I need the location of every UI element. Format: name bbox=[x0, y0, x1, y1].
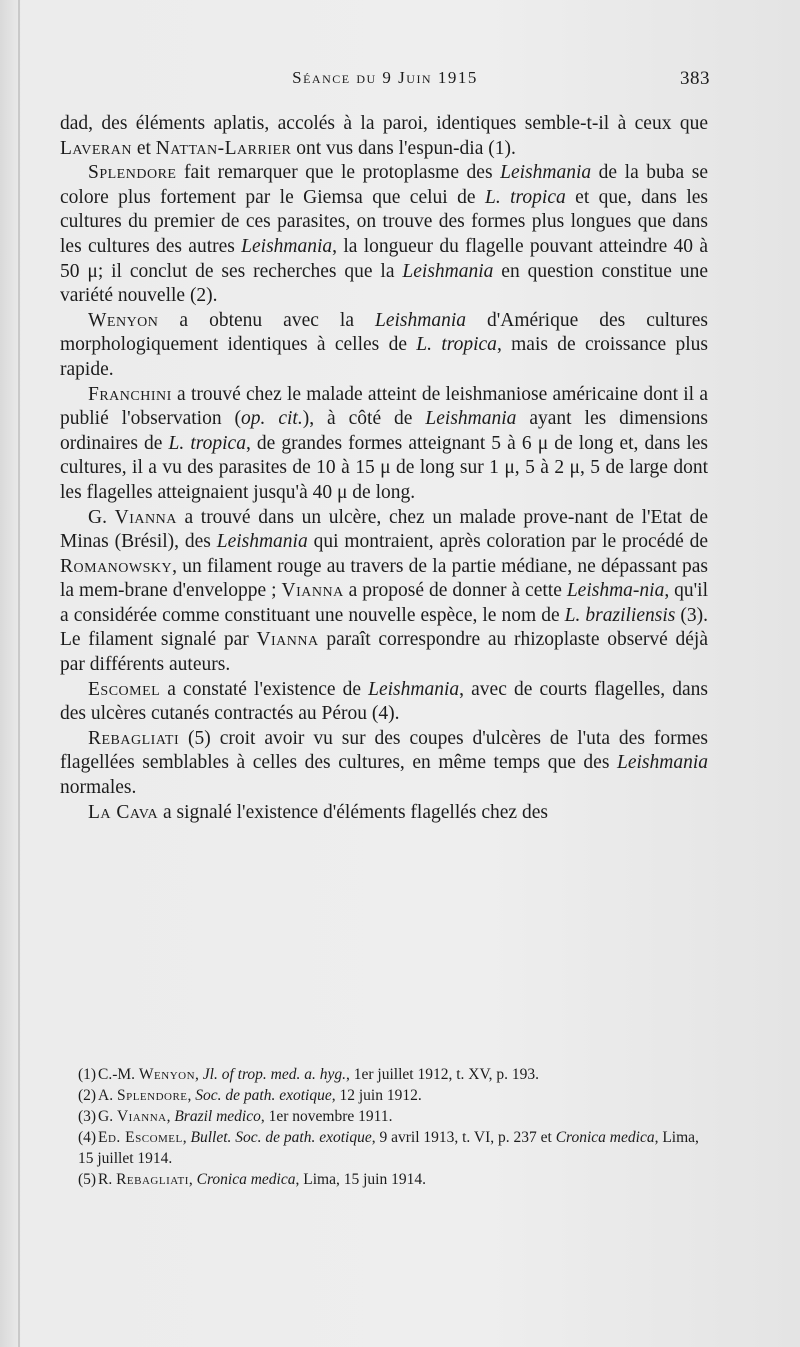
author-name: Escomel bbox=[88, 678, 161, 700]
text-run: a trouvé chez le malade atteint de leishmaniose américaine dont il a publié l'observation ( bbox=[60, 383, 708, 430]
italic-text: L. braziliensis bbox=[564, 604, 676, 626]
author-name: La Cava bbox=[88, 801, 159, 823]
text-run: en question constitue une variété nouvelle (2). bbox=[60, 260, 709, 307]
text-run: , 1er novembre 1911. bbox=[260, 1108, 393, 1125]
author-name: Romanowsky bbox=[60, 555, 173, 577]
paragraph bbox=[60, 161, 708, 309]
italic-text: Leishmania bbox=[216, 531, 308, 553]
footnote-number: (5) bbox=[78, 1171, 97, 1188]
text-run: , bbox=[188, 1171, 197, 1188]
italic-text: Cronica medica bbox=[196, 1171, 296, 1188]
text-run: , 12 juin 1912. bbox=[331, 1087, 422, 1104]
footnotes bbox=[60, 1064, 708, 1190]
italic-text: L. tropica bbox=[484, 186, 566, 208]
paragraph bbox=[60, 727, 708, 801]
paragraph bbox=[60, 383, 708, 506]
main-text bbox=[60, 112, 708, 825]
text-run: et bbox=[131, 137, 156, 159]
italic-text: Soc. de path. exotique bbox=[195, 1087, 332, 1104]
text-run: G. bbox=[88, 506, 115, 528]
text-run: , bbox=[182, 1129, 191, 1146]
author-name: Laveran bbox=[60, 137, 132, 159]
italic-text: Leishmania bbox=[374, 309, 466, 331]
text-run: a signalé l'existence d'éléments flagellés chez des bbox=[158, 801, 548, 823]
author-name: Rebagliati bbox=[116, 1171, 189, 1188]
author-name: Vianna bbox=[281, 580, 344, 602]
author-name: Franchini bbox=[88, 383, 172, 405]
italic-text: Brazil medico bbox=[174, 1108, 261, 1125]
italic-text: L. tropica bbox=[168, 432, 246, 454]
italic-text: Leishmania bbox=[241, 235, 333, 257]
footnote bbox=[60, 1064, 708, 1085]
text-run: , bbox=[187, 1087, 196, 1104]
italic-text: Leishmania bbox=[402, 260, 494, 282]
text-run: , avec de courts flagelles, dans des ulcères cutanés contractés au Pérou (4). bbox=[60, 678, 708, 725]
page-edge bbox=[18, 0, 20, 1347]
paragraph bbox=[60, 506, 708, 678]
italic-text: Leishma-nia bbox=[566, 580, 665, 602]
author-name: Vianna bbox=[256, 629, 319, 651]
text-run: ), à côté de bbox=[302, 408, 426, 430]
author-name: Rebagliati bbox=[88, 727, 180, 749]
footnote bbox=[60, 1169, 708, 1190]
text-run: , 9 avril 1913, t. VI, p. 237 et bbox=[371, 1129, 556, 1146]
footnote bbox=[60, 1127, 708, 1169]
text-run: , 1er juillet 1912, t. XV, p. 193. bbox=[346, 1066, 540, 1083]
italic-text: Bullet. Soc. de path. exotique bbox=[190, 1129, 372, 1146]
text-run: ont vus dans l'espun-dia (1). bbox=[291, 137, 516, 159]
italic-text: Cronica medica bbox=[555, 1129, 655, 1146]
text-run: de la buba se colore plus fortement par le Giemsa que celui de bbox=[60, 162, 708, 208]
page-header bbox=[60, 68, 710, 98]
italic-text: op. cit. bbox=[241, 408, 303, 430]
text-run: a trouvé dans un ulcère, chez un malade prove-nant de l'Etat de Minas (Brésil), des bbox=[60, 506, 708, 553]
author-name: Vianna bbox=[114, 506, 177, 528]
footnote-number: (2) bbox=[78, 1087, 97, 1104]
text-run: fait remarquer que le protoplasme des bbox=[176, 162, 501, 184]
footnote-number: (3) bbox=[78, 1108, 97, 1125]
text-run: , mais de croissance plus rapide. bbox=[60, 334, 708, 380]
text-run: , Lima, 15 juin 1914. bbox=[295, 1171, 426, 1188]
text-run: a constaté l'existence de bbox=[160, 678, 369, 700]
author-name: Ed. Escomel bbox=[98, 1129, 183, 1146]
footnote-number: (4) bbox=[78, 1129, 97, 1146]
italic-text: Leishmania bbox=[368, 678, 460, 700]
text-run: et que, dans les cultures du premier de ces parasites, on trouve des formes plus longues que dans les cultures des autres bbox=[60, 186, 708, 257]
author-name: Vianna bbox=[116, 1108, 167, 1125]
italic-text: Leishmania bbox=[616, 752, 708, 774]
text-run: , bbox=[166, 1108, 175, 1125]
text-run: a obtenu avec la bbox=[158, 309, 375, 331]
running-head: Séance du 9 Juin 1915 bbox=[292, 68, 478, 87]
paragraph bbox=[60, 112, 708, 161]
text-run: , qu'il a considérée comme constituant une nouvelle espèce, le nom de bbox=[60, 580, 708, 626]
italic-text: Jl. of trop. med. a. hyg. bbox=[202, 1066, 347, 1083]
author-name: Nattan-Larrier bbox=[155, 137, 292, 159]
paragraph bbox=[60, 678, 708, 727]
italic-text: Leishmania bbox=[500, 162, 592, 184]
text-run: (3). Le filament signalé par bbox=[60, 604, 708, 651]
text-run: R. bbox=[98, 1171, 117, 1188]
author-name: Splendore bbox=[88, 162, 177, 184]
text-run: , de grandes formes atteignant 5 à 6 μ de long et, dans les cultures, il a vu des parasites de 10 à 15 μ de long sur 1 μ, 5 à 2 μ, 5 de large dont les flagelles atteignaient jusqu'à 40 μ de long. bbox=[60, 432, 708, 503]
text-run: qui montraient, après coloration par le procédé de bbox=[307, 531, 709, 553]
italic-text: L. tropica bbox=[416, 334, 497, 356]
italic-text: Leishmania bbox=[425, 408, 517, 430]
author-name: Wenyon bbox=[88, 309, 159, 331]
footnote bbox=[60, 1085, 708, 1106]
text-run: paraît correspondre au rhizoplaste observé déjà par différents auteurs. bbox=[60, 629, 708, 676]
text-run: , bbox=[195, 1066, 203, 1083]
text-run: G. bbox=[98, 1108, 117, 1125]
page-number: 383 bbox=[680, 68, 710, 89]
text-run: (5) croit avoir vu sur des coupes d'ulcères de l'uta des formes flagellées semblables à celles des cultures, en même temps que des bbox=[60, 727, 708, 774]
paragraph bbox=[60, 309, 708, 383]
footnote-number: (1) bbox=[78, 1066, 97, 1083]
text-run: C.-M. bbox=[98, 1066, 139, 1083]
text-run: , Lima, 15 juillet 1914. bbox=[78, 1129, 699, 1167]
text-run: d'Amérique des cultures morphologiquement identiques à celles de bbox=[60, 309, 708, 356]
text-run: , un filament rouge au travers de la partie médiane, ne dépassant pas la mem-brane d'enveloppe ; bbox=[60, 555, 708, 602]
footnote bbox=[60, 1106, 708, 1127]
author-name: Wenyon bbox=[138, 1066, 196, 1083]
text-run: A. bbox=[98, 1087, 117, 1104]
author-name: Splendore bbox=[116, 1087, 188, 1104]
text-run: a proposé de donner à cette bbox=[343, 580, 567, 602]
text-run: normales. bbox=[60, 777, 137, 799]
text-run: , la longueur du flagelle pouvant atteindre 40 à 50 μ; il conclut de ses recherches que la bbox=[60, 235, 708, 282]
paragraph bbox=[60, 801, 708, 826]
text-run: dad, des éléments aplatis, accolés à la paroi, identiques semble-t-il à ceux que bbox=[60, 113, 708, 134]
text-run: ayant les dimensions ordinaires de bbox=[60, 408, 708, 454]
